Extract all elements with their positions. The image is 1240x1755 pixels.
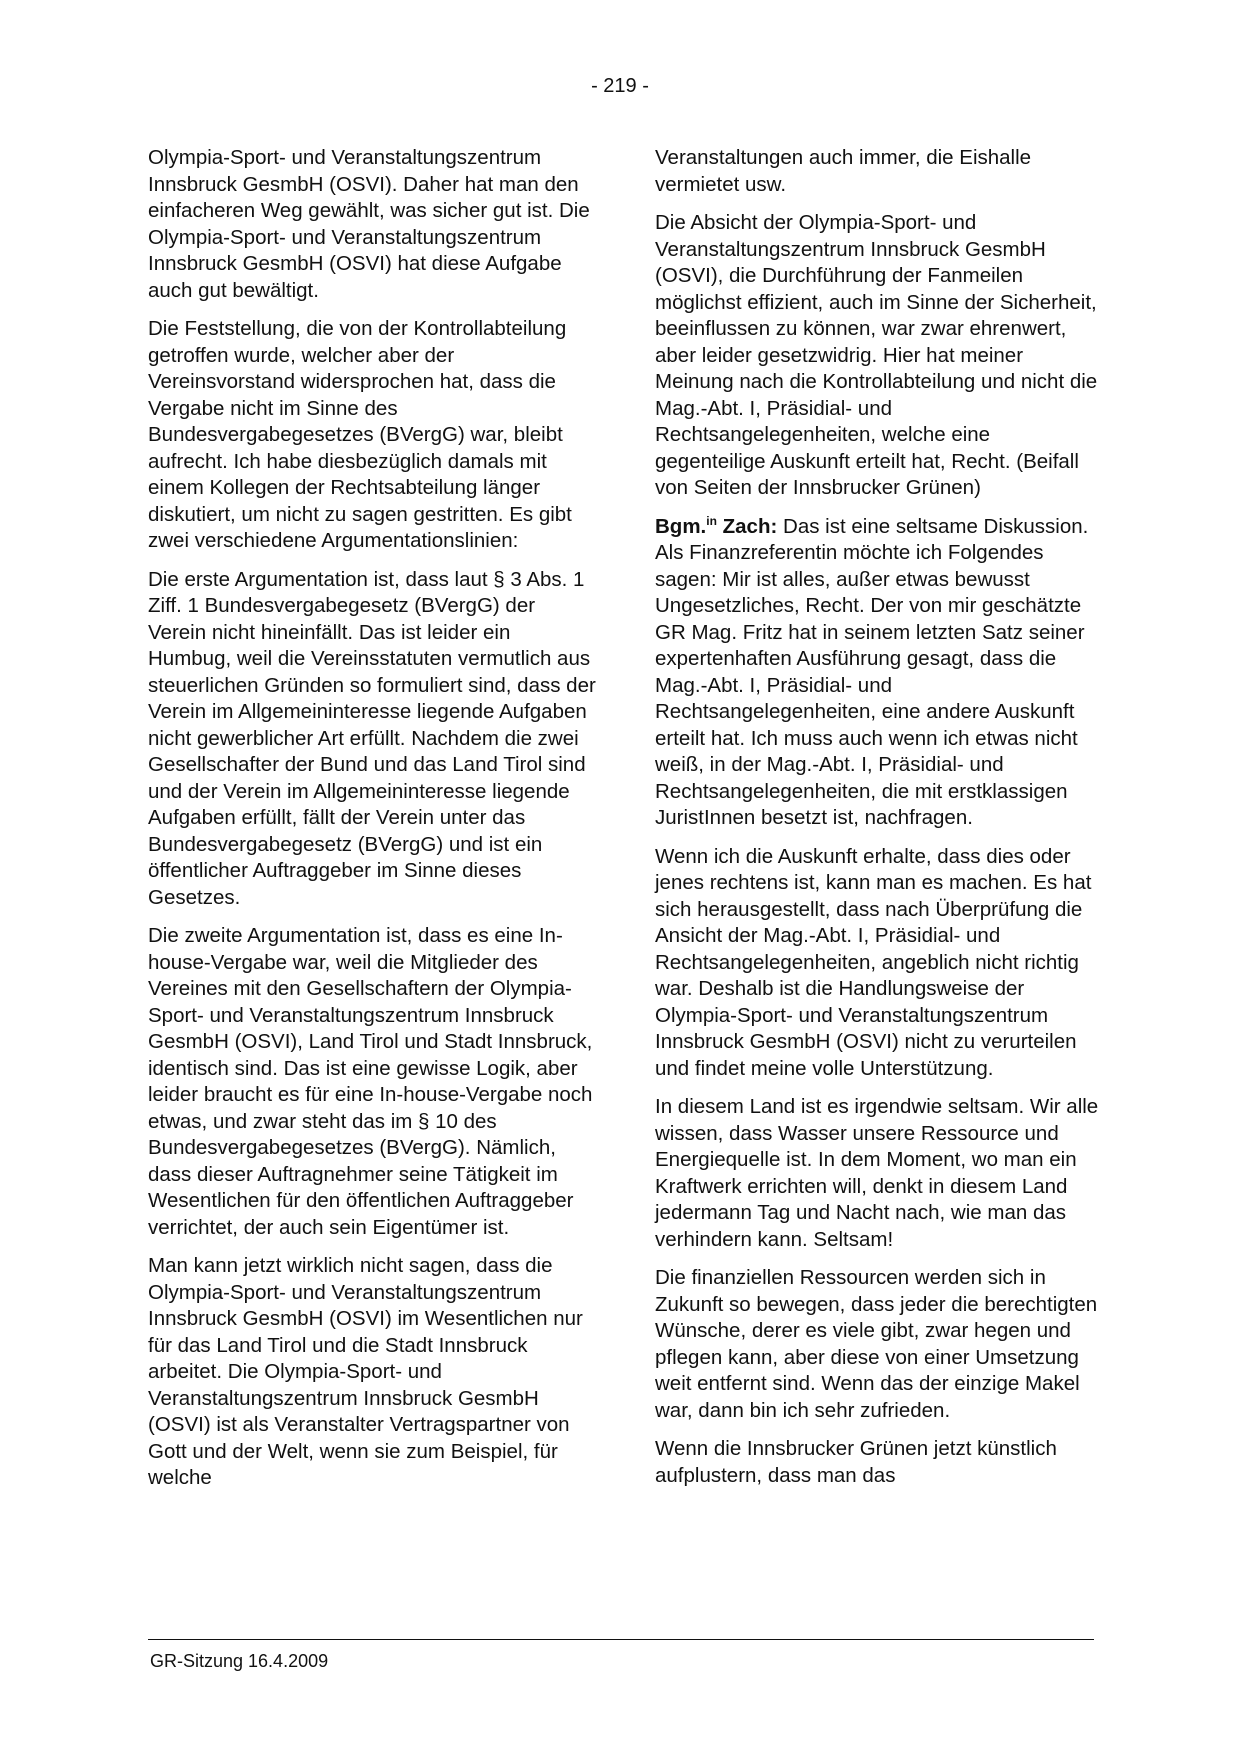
footer-text: GR-Sitzung 16.4.2009 xyxy=(150,1651,329,1671)
paragraph: Wenn die Innsbrucker Grünen jetzt künstlich aufplustern, dass man das xyxy=(655,1437,1057,1487)
footer-divider xyxy=(148,1639,1094,1640)
speaker-paragraph xyxy=(655,514,1103,832)
speaker-superscript: in xyxy=(706,513,717,528)
page-number: - 219 - xyxy=(591,75,649,97)
paragraph: Die Absicht der Olympia-Sport- und Veranstaltungszentrum Innsbruck GesmbH (OSVI), die Durchführung der Fanmeilen möglichst effizient, auch im Sinne der Sicherheit, beeinflussen zu können, war zwar ehrenwert, aber leider gesetzwidrig. Hier hat meiner Meinung nach die Kontrollabteilung und nicht die Mag.-Abt. I, Präsidial- und Rechtsangelegenheiten, welche eine gegenteilige Auskunft erteilt hat, Recht. (Beifall von Seiten der Innsbrucker Grünen) xyxy=(655,211,1098,499)
paragraph: Die finanziellen Ressourcen werden sich in Zukunft so bewegen, dass jeder die berechtigten Wünsche, derer es viele gibt, zwar hegen und pflegen kann, aber diese von einer Umsetzung weit entfernt sind. Wenn das der einzige Makel war, dann bin ich sehr zufrieden. xyxy=(655,1266,1098,1422)
speaker-title: Bgm. xyxy=(655,514,707,538)
paragraph: Olympia-Sport- und Veranstaltungszentrum Innsbruck GesmbH (OSVI). Daher hat man den einfacheren Weg gewählt, was sicher gut ist. Die Olympia-Sport- und Veranstaltungszentrum Innsbruck GesmbH (OSVI) hat diese Aufgabe auch gut bewältigt. xyxy=(148,146,590,302)
speaker-name: Zach: xyxy=(722,514,778,538)
paragraph: Die Feststellung, die von der Kontrollabteilung getroffen wurde, welcher aber der Vereinsvorstand widersprochen hat, dass die Vergabe nicht im Sinne des Bundesvergabegesetzes (BVergG) war, bleibt aufrecht. Ich habe diesbezüglich damals mit einem Kollegen der Rechtsabteilung länger diskutiert, um nicht zu sagen gestritten. Es gibt zwei verschiedene Argumentationslinien: xyxy=(148,317,572,552)
paragraph: Man kann jetzt wirklich nicht sagen, dass die Olympia-Sport- und Veranstaltungszentrum Innsbruck GesmbH (OSVI) im Wesentlichen nur für das Land Tirol und die Stadt Innsbruck arbeitet. Die Olympia-Sport- und Veranstaltungszentrum Innsbruck GesmbH (OSVI) ist als Veranstalter Vertragspartner von Gott und der Welt, wenn sie zum Beispiel, für welche xyxy=(148,1254,583,1489)
paragraph: Wenn ich die Auskunft erhalte, dass dies oder jenes rechtens ist, kann man es machen. Es hat sich herausgestellt, dass nach Überprüfung die Ansicht der Mag.-Abt. I, Präsidial- und Rechtsangelegenheiten, angeblich nicht richtig war. Deshalb ist die Handlungsweise der Olympia-Sport- und Veranstaltungszentrum Innsbruck GesmbH (OSVI) nicht zu verurteilen und findet meine volle Unterstützung. xyxy=(655,844,1092,1080)
paragraph: In diesem Land ist es irgendwie seltsam. Wir alle wissen, dass Wasser unsere Ressource und Energiequelle ist. In dem Moment, wo man ein Kraftwerk errichten will, denkt in diesem Land jedermann Tag und Nacht nach, wie man das verhindern kann. Seltsam! xyxy=(655,1095,1099,1251)
paragraph: Die erste Argumentation ist, dass laut § 3 Abs. 1 Ziff. 1 Bundesvergabegesetz (BVergG) der Verein nicht hineinfällt. Das ist leider ein Humbug, weil die Vereinsstatuten vermutlich aus steuerlichen Gründen so formuliert sind, dass der Verein im Allgemeininteresse liegende Aufgaben nicht gewerblicher Art erfüllt. Nachdem die zwei Gesellschafter der Bund und das Land Tirol sind und der Verein im Allgemeininteresse liegende Aufgaben erfüllt, fällt der Verein unter das Bundesvergabegesetz (BVergG) und ist ein öffentlicher Auftraggeber im Sinne dieses Gesetzes. xyxy=(148,567,596,909)
paragraph: Veranstaltungen auch immer, die Eishalle vermietet usw. xyxy=(655,146,1032,196)
speaker-text: Das ist eine seltsame Diskussion. Als Finanzreferentin möchte ich Folgendes sagen: Mir ist alles, außer etwas bewusst Ungesetzliches, Recht. Der von mir geschätzte GR Mag. Fritz hat in seinem letzten Satz seiner expertenhaften Ausführung gesagt, dass die Mag.-Abt. I, Präsidial- und Rechtsangelegenheiten, eine andere Auskunft erteilt hat. Ich muss auch wenn ich etwas nicht weiß, in der Mag.-Abt. I, Präsidial- und Rechtsangelegenheiten, die mit erstklassigen JuristInnen besetzt ist, nachfragen. xyxy=(655,514,1089,829)
left-column xyxy=(148,145,596,1504)
speaker-label xyxy=(655,515,777,538)
paragraph: Die zweite Argumentation ist, dass es eine In-house-Vergabe war, weil die Mitglieder des Vereines mit den Gesellschaftern der Olympia-Sport- und Veranstaltungszentrum Innsbruck GesmbH (OSVI), Land Tirol und Stadt Innsbruck, identisch sind. Das ist eine gewisse Logik, aber leider braucht es für eine In-house-Vergabe noch etwas, und zwar steht das im § 10 des Bundesvergabegesetzes (BVergG). Nämlich, dass dieser Auftragnehmer seine Tätigkeit im Wesentlichen für den öffentlichen Auftraggeber verrichtet, der auch sein Eigentümer ist. xyxy=(148,924,593,1239)
right-column xyxy=(655,145,1103,1501)
